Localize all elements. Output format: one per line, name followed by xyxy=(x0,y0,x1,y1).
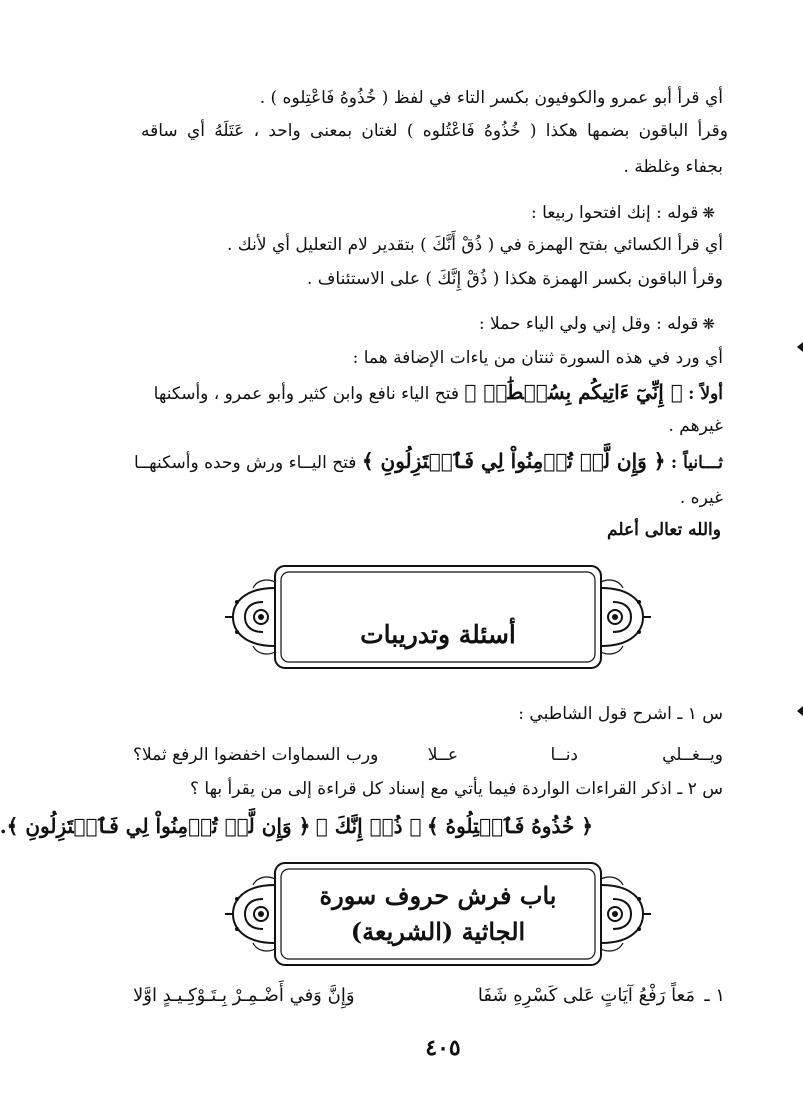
ornament-border xyxy=(223,855,653,973)
text-line: غيرهم . xyxy=(668,416,723,436)
text-line: وقرأ الباقون بضمها هكذا ( خُذُوهُ فَاعْتُلوه ) لغتان بمعنى واحد ، عَتَلَهُ أي ساقه xyxy=(141,121,728,141)
ornamental-frame-questions xyxy=(223,558,653,676)
text-line: أي قرأ الكسائي بفتح الهمزة في ( ذُقْ أَنَّكَ ) بتقدير لام التعليل أي لأنك . xyxy=(226,235,723,255)
star-icon: ❋ xyxy=(702,204,715,222)
poem-verse xyxy=(133,978,725,1014)
heading-text: قوله : إنك افتحوا ربيعا : xyxy=(531,203,699,223)
edge-mark xyxy=(797,706,803,716)
text-line: أي ورد في هذه السورة ثنتان من ياءات الإضافة هما : xyxy=(352,348,723,368)
frame-title: أسئلة وتدريبات xyxy=(360,620,516,649)
verse-number: ١ ـ xyxy=(704,985,725,1006)
page-number: ٤٠٥ xyxy=(425,1035,461,1061)
text-line: بجفاء وغلظة . xyxy=(623,157,723,177)
item-text: فتح الياء نافع وابن كثير وأبو عمرو ، وأسكنها xyxy=(153,384,459,404)
first-item xyxy=(123,375,723,411)
question-text: اشرح قول الشاطبي : xyxy=(518,704,672,724)
section-heading xyxy=(133,199,715,227)
closing-text: والله تعالى أعلم xyxy=(607,520,721,540)
question-label: س ٢ ـ xyxy=(677,779,723,799)
quran-verse: ﴿ خُذُوهُ فَٱعۡتِلُوهُ ﴾ xyxy=(426,814,593,838)
verse-hemistich: وَإِنَّ وَفي أَضْـمِـرْ بِـتَـوْكِـيـدٍ اوَّلا xyxy=(133,985,355,1006)
question-text: اذكر القراءات الواردة فيما يأتي مع إسناد كل قراءة إلى من يقرأ بها ؟ xyxy=(189,779,672,799)
poem-word: ويــغــلي xyxy=(662,745,723,765)
text-line: وقرأ الباقون بكسر الهمزة هكذا ( ذُقْ إِنَّكَ ) على الاستئناف . xyxy=(306,269,723,289)
frame-title-line: باب فرش حروف سورة xyxy=(319,881,557,910)
ornamental-frame-chapter xyxy=(223,855,653,973)
poem-word: ورب السماوات اخفضوا الرفع ثملا؟ xyxy=(133,745,379,765)
quran-verse: ﴿ ذُقۡ إِنَّكَ ﴾ xyxy=(315,814,422,838)
item-label: أولاً : xyxy=(688,384,723,404)
question-label: س ١ ـ xyxy=(677,704,723,724)
verse-hemistich: مَعاً رَفْعُ آيَاتٍ عَلى كَسْرِهِ شَفَا xyxy=(477,985,695,1006)
poem-word: عــلا xyxy=(427,745,458,765)
question-1 xyxy=(133,700,723,728)
quran-verse: ﴿ وَإِن لَّمۡ تُؤۡمِنُواْ لِي فَٱعۡتَزِلُونِ ﴾ xyxy=(361,449,666,473)
star-icon: ❋ xyxy=(702,315,715,333)
second-item xyxy=(123,444,723,480)
ornament-border xyxy=(223,558,653,676)
heading-text: قوله : وقل إني ولي الياء حملا : xyxy=(478,314,699,334)
end-mark: . xyxy=(0,814,7,838)
frame-title-line: الجاثية (الشريعة) xyxy=(350,917,526,946)
question-2 xyxy=(133,775,723,803)
quran-examples xyxy=(0,808,593,846)
quran-verse: ﴿ إِنِّيٓ ءَاتِيكُم بِسُلۡطَٰنٖ ﴾ xyxy=(464,380,683,404)
item-text: فتح اليــاء ورش وحده وأسكنهــا xyxy=(134,453,357,473)
text-line: أي قرأ أبو عمرو والكوفيون بكسر التاء في لفظ ( خُذُوهُ فَاعْتِلوه ) . xyxy=(259,88,723,108)
item-label: ثـــانياً : xyxy=(670,453,723,473)
section-heading xyxy=(133,310,715,338)
quran-verse: ﴿ وَإِن لَّمۡ تُؤۡمِنُواْ لِي فَٱعۡتَزِلُونِ ﴾ xyxy=(6,814,311,838)
edge-mark xyxy=(797,342,803,352)
poem-word: دنــا xyxy=(550,745,578,765)
poem-line xyxy=(133,740,723,770)
text-line: غيره . xyxy=(679,488,723,508)
